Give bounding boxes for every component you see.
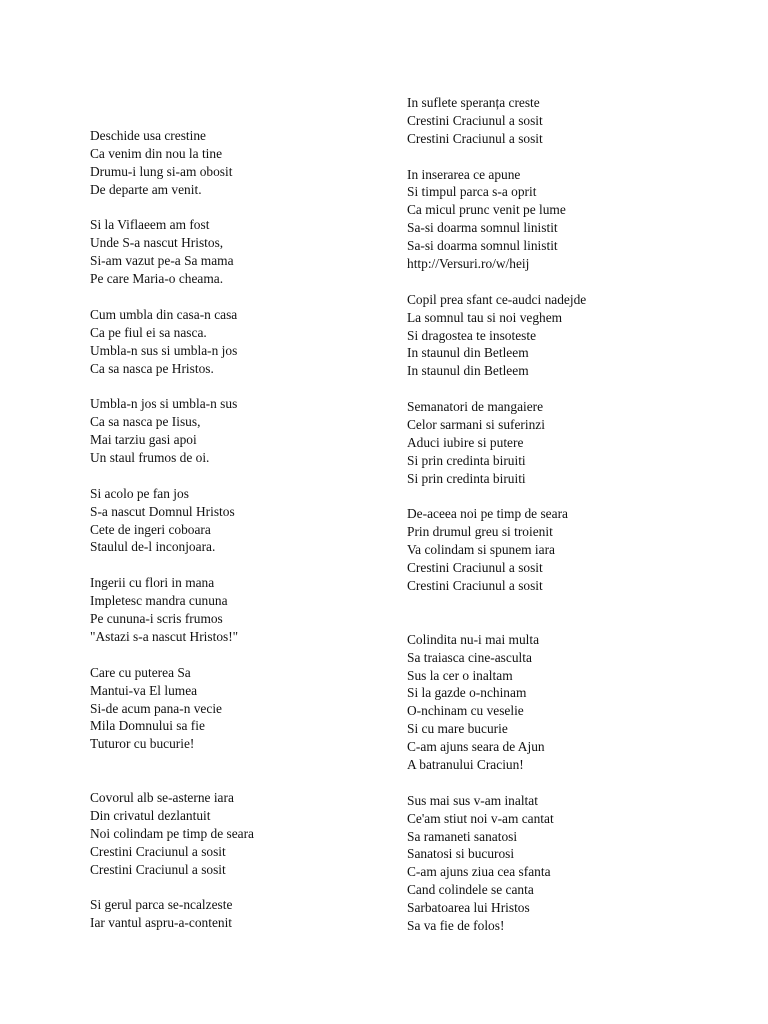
- stanza: [90, 306, 420, 378]
- verse-line: Umbla-n sus si umbla-n jos: [90, 342, 238, 358]
- stanza-spacer: [90, 878, 420, 896]
- verse-line: Drumu-i lung si-am obosit: [90, 163, 233, 179]
- verse-line: O-nchinam cu veselie: [407, 703, 524, 719]
- stanza: [90, 395, 420, 467]
- verse-line: Si la Viflaeem am fost: [90, 217, 210, 233]
- verse-line: Unde S-a nascut Hristos,: [90, 235, 224, 251]
- verse-line: Ca micul prunc venit pe lume: [407, 202, 566, 218]
- verse-line: Semanatori de mangaiere: [407, 399, 544, 415]
- verse-line: Deschide usa crestine: [90, 128, 207, 143]
- verse-line: A batranului Craciun!: [407, 756, 524, 772]
- verse-line: Si acolo pe fan jos: [90, 485, 189, 501]
- stanza-spacer: [407, 148, 737, 166]
- stanza-spacer: [407, 380, 737, 398]
- verse-line: Si timpul parca s-a oprit: [407, 184, 537, 200]
- verse-line: Covorul alb se-asterne iara: [90, 789, 234, 805]
- verse-line: C-am ajuns seara de Ajun: [407, 739, 545, 755]
- verse-line: Tuturor cu bucurie!: [90, 736, 195, 752]
- verse-line: Aduci iubire si putere: [407, 434, 524, 450]
- verse-line: Pe cununa-i scris frumos: [90, 611, 223, 627]
- verse-line: De-aceea noi pe timp de seara: [407, 506, 568, 522]
- verse-line: La somnul tau si noi veghem: [407, 309, 563, 325]
- stanza: [407, 291, 737, 380]
- verse-line: Prin drumul greu si troienit: [407, 524, 553, 540]
- verse-line: Mai tarziu gasi apoi: [90, 432, 197, 448]
- verse-line: Celor sarmani si suferinzi: [407, 417, 545, 433]
- stanza-spacer: [90, 288, 420, 306]
- verse-line: "Astazi s-a nascut Hristos!": [90, 628, 239, 644]
- verse-line: Umbla-n jos si umbla-n sus: [90, 396, 238, 412]
- stanza: [90, 789, 420, 878]
- verse-line: Crestini Craciunul a sosit: [90, 843, 226, 859]
- verse-line: Copil prea sfant ce-audci nadejde: [407, 291, 587, 307]
- stanza: [90, 216, 420, 288]
- verse-line: In staunul din Betleem: [407, 345, 529, 361]
- poem-column-right: [407, 94, 737, 935]
- verse-line: Colindita nu-i mai multa: [407, 631, 540, 647]
- verse-line: Sanatosi si bucurosi: [407, 846, 515, 862]
- stanza-spacer: [90, 467, 420, 485]
- verse-line: Crestini Craciunul a sosit: [407, 112, 543, 128]
- poem-column-left: [90, 127, 420, 932]
- verse-line: Pe care Maria-o cheama.: [90, 271, 224, 287]
- stanza-spacer: [90, 199, 420, 217]
- stanza-spacer: [90, 377, 420, 395]
- verse-line: Sus mai sus v-am inaltat: [407, 792, 538, 808]
- verse-line: Ca sa nasca pe Hristos.: [90, 360, 214, 376]
- verse-line: Cum umbla din casa-n casa: [90, 306, 238, 322]
- stanza-spacer: [90, 556, 420, 574]
- stanza-spacer: [90, 646, 420, 664]
- verse-line: Ca pe fiul ei sa nasca.: [90, 324, 207, 340]
- verse-line: S-a nascut Domnul Hristos: [90, 503, 235, 519]
- verse-line: Si cu mare bucurie: [407, 721, 508, 737]
- stanza-spacer: [90, 753, 420, 789]
- verse-line: Sa-si doarma somnul linistit: [407, 220, 558, 236]
- verse-line: Sa traiasca cine-asculta: [407, 649, 532, 665]
- verse-line: Va colindam si spunem iara: [407, 542, 556, 558]
- stanza: [407, 505, 737, 594]
- verse-line: Staulul de-l inconjoara.: [90, 539, 216, 555]
- stanza: [407, 166, 737, 273]
- verse-line: Si prin credinta biruiti: [407, 452, 526, 468]
- verse-line: Si-de acum pana-n vecie: [90, 700, 222, 716]
- stanza: [90, 896, 420, 932]
- stanza: [90, 127, 420, 199]
- verse-line: Si la gazde o-nchinam: [407, 685, 527, 701]
- verse-line: Mantui-va El lumea: [90, 682, 198, 698]
- stanza: [407, 792, 737, 935]
- stanza-spacer: [407, 595, 737, 631]
- stanza-spacer: [407, 488, 737, 506]
- verse-line: http://Versuri.ro/w/heij: [407, 256, 530, 272]
- verse-line: Sus la cer o inaltam: [407, 667, 513, 683]
- stanza-spacer: [407, 774, 737, 792]
- verse-line: Ca sa nasca pe Iisus,: [90, 414, 201, 430]
- verse-line: Sa va fie de folos!: [407, 917, 505, 933]
- verse-line: In staunul din Betleem: [407, 363, 529, 379]
- verse-line: Un staul frumos de oi.: [90, 450, 210, 466]
- verse-line: Impletesc mandra cununa: [90, 593, 228, 609]
- verse-line: In suflete speranța creste: [407, 95, 540, 110]
- stanza: [407, 631, 737, 774]
- stanza: [407, 94, 737, 148]
- stanza-spacer: [407, 273, 737, 291]
- verse-line: Crestini Craciunul a sosit: [90, 861, 226, 877]
- verse-line: Din crivatul dezlantuit: [90, 807, 211, 823]
- verse-line: Ingerii cu flori in mana: [90, 575, 215, 591]
- verse-line: Crestini Craciunul a sosit: [407, 560, 543, 576]
- verse-line: Mila Domnului sa fie: [90, 718, 205, 734]
- verse-line: Si prin credinta biruiti: [407, 470, 526, 486]
- stanza: [90, 664, 420, 753]
- stanza: [90, 574, 420, 646]
- verse-line: Ce'am stiut noi v-am cantat: [407, 810, 554, 826]
- verse-line: Sa ramaneti sanatosi: [407, 828, 518, 844]
- verse-line: Crestini Craciunul a sosit: [407, 130, 543, 146]
- verse-line: Cete de ingeri coboara: [90, 521, 211, 537]
- verse-line: Iar vantul aspru-a-contenit: [90, 915, 233, 931]
- verse-line: Sa-si doarma somnul linistit: [407, 238, 558, 254]
- verse-line: C-am ajuns ziua cea sfanta: [407, 864, 551, 880]
- verse-line: Si gerul parca se-ncalzeste: [90, 897, 233, 913]
- stanza: [407, 398, 737, 487]
- verse-line: Crestini Craciunul a sosit: [407, 578, 543, 594]
- verse-line: In inserarea ce apune: [407, 166, 521, 182]
- verse-line: Cand colindele se canta: [407, 882, 534, 898]
- verse-line: Si dragostea te insoteste: [407, 327, 537, 343]
- verse-line: De departe am venit.: [90, 181, 202, 197]
- verse-line: Ca venim din nou la tine: [90, 145, 223, 161]
- verse-line: Sarbatoarea lui Hristos: [407, 900, 530, 916]
- stanza: [90, 485, 420, 557]
- verse-line: Si-am vazut pe-a Sa mama: [90, 253, 234, 269]
- verse-line: Care cu puterea Sa: [90, 664, 191, 680]
- verse-line: Noi colindam pe timp de seara: [90, 825, 254, 841]
